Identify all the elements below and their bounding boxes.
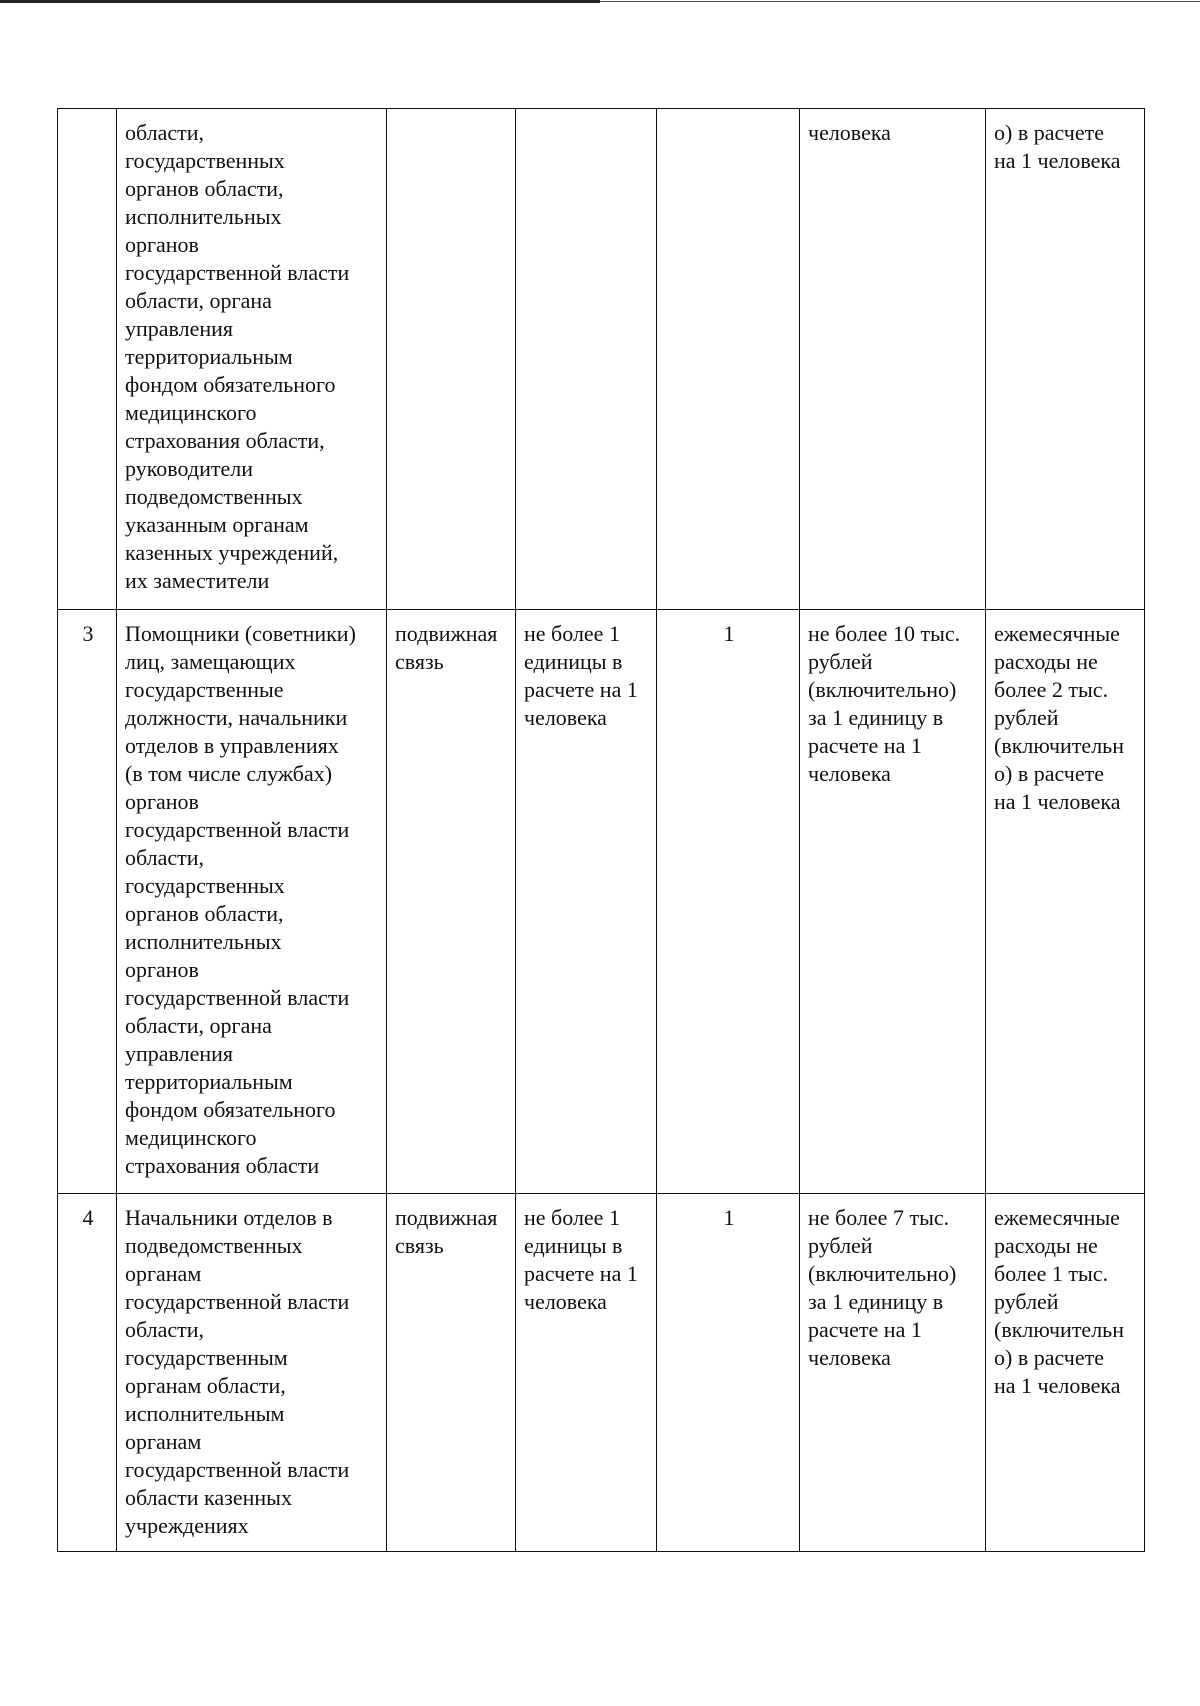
text-line: органов [125,232,199,257]
expenses-text [994,119,1138,175]
text-line: человека [808,761,891,786]
row-number: 4 [82,1205,94,1230]
count-cell [657,610,800,1194]
text-line: государственной власти [125,985,350,1010]
text-line: ежемесячные [994,1205,1120,1230]
text-line: органов области, [125,901,284,926]
position-text [125,1204,380,1540]
text-line: управления [125,1041,234,1066]
text-line: государственной власти [125,1457,350,1482]
text-line: человека [524,705,607,730]
text-line: области казенных [125,1485,292,1510]
text-line: казенных учреждений, [125,540,339,565]
text-line: области, органа [125,1013,272,1038]
text-line: органам [125,1261,202,1286]
text-line: страхования области, [125,428,325,453]
text-line: о) в расчете [994,120,1105,145]
price-text [808,1204,979,1372]
text-line: государственных [125,873,285,898]
row-number-cell [58,1194,117,1552]
text-line: государственные [125,677,284,702]
text-line: расходы не [994,1233,1098,1258]
position-text [125,620,380,1180]
expenses-cell [986,610,1145,1194]
text-line: расчете на 1 [808,733,922,758]
text-line: фондом обязательного [125,372,336,397]
text-line: не более 1 [524,1205,620,1230]
price-cell [800,1194,986,1552]
text-line: подвижная [395,1205,498,1230]
text-line: руководители [125,456,253,481]
text-line: страхования области [125,1153,320,1178]
text-line: не более 10 тыс. [808,621,961,646]
expenses-cell [986,1194,1145,1552]
text-line: подведомственных [125,484,303,509]
quantity-cell [516,610,657,1194]
text-line: государственной власти [125,1289,350,1314]
text-line: расчете на 1 [808,1317,922,1342]
text-line: области, [125,1317,205,1342]
text-line: (в том числе службах) [125,761,333,786]
text-line: рублей [994,1289,1059,1314]
service-cell [387,109,516,610]
quantity-cell [516,1194,657,1552]
text-line: Помощники (советники) [125,621,356,646]
text-line: органов области, [125,176,284,201]
text-line: лиц, замещающих [125,649,296,674]
text-line: подвижная [395,621,498,646]
expenses-text [994,620,1138,816]
service-text [395,1204,509,1260]
text-line: более 2 тыс. [994,677,1109,702]
text-line: должности, начальники [125,705,348,730]
count-cell [657,1194,800,1552]
text-line: области, органа [125,288,272,313]
text-line: связь [395,1233,444,1258]
text-line: исполнительным [125,1401,285,1426]
text-line: государственным [125,1345,288,1370]
text-line: медицинского [125,400,257,425]
text-line: о) в расчете [994,1345,1105,1370]
service-cell [387,610,516,1194]
text-line: единицы в [524,1233,623,1258]
text-line: за 1 единицу в [808,1289,944,1314]
text-line: (включительн [994,733,1124,758]
text-line: рублей [808,649,873,674]
scan-top-edge-secondary [600,1,1200,2]
expenses-text [994,1204,1138,1400]
text-line: государственной власти [125,260,350,285]
quantity-text [524,1204,650,1316]
text-line: территориальным [125,344,293,369]
text-line: человека [524,1289,607,1314]
text-line: ежемесячные [994,621,1120,646]
count-cell [657,109,800,610]
text-line: отделов в управлениях [125,733,339,758]
row-number: 3 [82,621,94,646]
text-line: территориальным [125,1069,293,1094]
position-cell [117,109,387,610]
text-line: рублей [808,1233,873,1258]
text-line: расчете на 1 [524,677,638,702]
text-line: рублей [994,705,1059,730]
text-line: не более 1 [524,621,620,646]
row-number-cell [58,109,117,610]
row-number-cell [58,610,117,1194]
position-text [125,119,380,595]
text-line: человека [808,120,891,145]
table-body [58,109,1145,1552]
text-line: исполнительных [125,929,282,954]
text-line: медицинского [125,1125,257,1150]
text-line: фондом обязательного [125,1097,336,1122]
text-line: органам области, [125,1373,286,1398]
position-cell [117,1194,387,1552]
text-line: органов [125,789,199,814]
text-line: не более 7 тыс. [808,1205,950,1230]
text-line: связь [395,649,444,674]
text-line: Начальники отделов в [125,1205,333,1230]
text-line: на 1 человека [994,148,1121,173]
position-cell [117,610,387,1194]
text-line: расходы не [994,649,1098,674]
text-line: их заместители [125,568,270,593]
count-value: 1 [723,621,735,646]
text-line: на 1 человека [994,1373,1121,1398]
text-line: о) в расчете [994,761,1105,786]
text-line: управления [125,316,234,341]
service-cell [387,1194,516,1552]
text-line: (включительн [994,1317,1124,1342]
price-cell [800,109,986,610]
price-text [808,620,979,788]
quantity-text [524,620,650,732]
text-line: органов [125,957,199,982]
text-line: на 1 человека [994,789,1121,814]
table-row [58,109,1145,610]
norms-table [57,108,1145,1552]
text-line: (включительно) [808,1261,957,1286]
text-line: подведомственных [125,1233,303,1258]
text-line: исполнительных [125,204,282,229]
text-line: расчете на 1 [524,1261,638,1286]
table-row [58,610,1145,1194]
scan-top-edge [0,0,600,3]
text-line: более 1 тыс. [994,1261,1109,1286]
text-line: учреждениях [125,1513,249,1538]
quantity-cell [516,109,657,610]
text-line: человека [808,1345,891,1370]
text-line: государственных [125,148,285,173]
price-cell [800,610,986,1194]
text-line: области, [125,845,205,870]
expenses-cell [986,109,1145,610]
count-value: 1 [723,1205,735,1230]
text-line: области, [125,120,205,145]
text-line: за 1 единицу в [808,705,944,730]
text-line: государственной власти [125,817,350,842]
text-line: единицы в [524,649,623,674]
text-line: указанным органам [125,512,309,537]
text-line: органам [125,1429,202,1454]
service-text [395,620,509,676]
text-line: (включительно) [808,677,957,702]
table-row [58,1194,1145,1552]
price-text [808,119,979,147]
